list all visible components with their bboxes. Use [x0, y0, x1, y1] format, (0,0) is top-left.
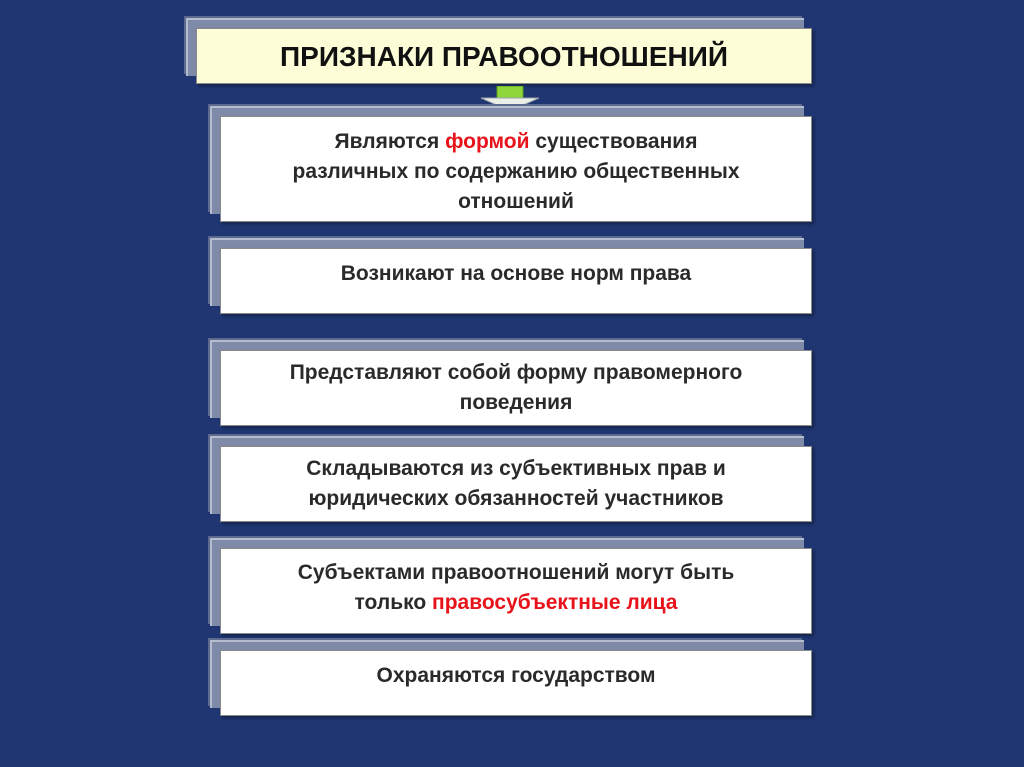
feature-3-line-1: Представляют собой форму правомерного [289, 361, 743, 384]
feature-box-4 [220, 446, 812, 522]
page-title-text: ПРИЗНАКИ ПРАВООТНОШЕНИЙ [280, 41, 728, 72]
feature-1-line-1: Являются формой существования [334, 130, 698, 153]
feature-box-3 [220, 350, 812, 426]
page-title [196, 28, 812, 84]
feature-4-line-1: Складываются из субъективных прав и [306, 457, 726, 480]
feature-box-2 [220, 248, 812, 314]
feature-4-line-2: юридических обязанностей участников [308, 487, 724, 510]
feature-box-6 [220, 650, 812, 716]
feature-3-line-2: поведения [459, 391, 573, 414]
feature-1-line-3: отношений [458, 190, 574, 213]
feature-box-5 [220, 548, 812, 634]
feature-box-1 [220, 116, 812, 222]
highlight-form: формой [445, 130, 530, 153]
feature-2-text: Возникают на основе норм права [340, 262, 692, 285]
feature-6-text: Охраняются государством [376, 664, 656, 687]
feature-5-line-2: только правосубъектные лица [354, 591, 678, 614]
feature-1-line-2: различных по содержанию общественных [292, 160, 740, 183]
feature-5-line-1: Субъектами правоотношений могут быть [297, 561, 735, 584]
highlight-legal-persons: правосубъектные лица [432, 591, 678, 614]
